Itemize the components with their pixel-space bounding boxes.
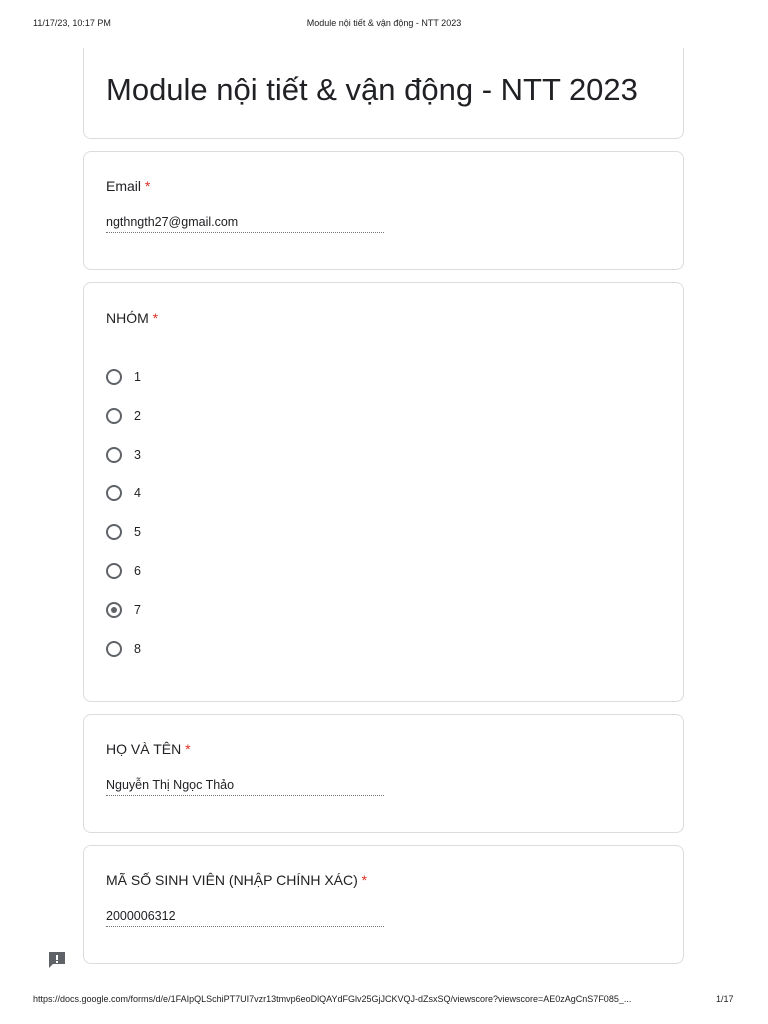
radio-unchecked-icon[interactable] [106, 524, 122, 540]
print-header [0, 18, 768, 32]
email-answer: ngthngth27@gmail.com [106, 215, 384, 233]
group-option-4[interactable] [106, 483, 141, 503]
print-url: https://docs.google.com/forms/d/e/1FAIpQLSchiPT7UI7vzr13tmvp6eoDlQAYdFGlv25GjJCKVQJ-dZsxSQ/viewscore?viewscore=AE0zAgCnS7F085_... [33, 994, 632, 1004]
group-option-label: 6 [134, 564, 141, 578]
required-mark: * [152, 310, 159, 326]
group-option-2[interactable] [106, 406, 141, 426]
group-option-label: 2 [134, 408, 141, 423]
report-feedback-icon[interactable] [47, 950, 67, 970]
email-label: Email [106, 178, 142, 194]
group-label: NHÓM [106, 310, 149, 326]
print-doc-title: Module nội tiết & vận động - NTT 2023 [306, 18, 462, 28]
fullname-label: HỌ VÀ TÊN [106, 741, 182, 757]
required-mark: * [144, 178, 151, 194]
group-question-title [106, 310, 158, 326]
group-option-label: 7 [134, 602, 141, 617]
group-option-label: 1 [134, 370, 141, 384]
group-option-label: 4 [134, 486, 141, 501]
required-mark: * [361, 872, 368, 888]
group-option-3[interactable] [106, 445, 141, 465]
student-id-answer: 2000006312 [106, 909, 384, 927]
print-page-number: 1/17 [716, 994, 734, 1004]
radio-unchecked-icon[interactable] [106, 408, 122, 424]
student-id-question-card [83, 845, 684, 964]
group-option-1[interactable] [106, 367, 141, 387]
radio-checked-icon[interactable] [106, 602, 122, 618]
group-option-6[interactable] [106, 561, 141, 581]
radio-unchecked-icon[interactable] [106, 369, 122, 385]
required-mark: * [185, 741, 191, 757]
group-option-8[interactable] [106, 639, 141, 659]
fullname-question-title [106, 741, 191, 757]
group-option-5[interactable] [106, 522, 141, 542]
fullname-answer: Nguyễn Thị Ngọc Thảo [106, 778, 384, 796]
group-option-label: 5 [134, 525, 141, 540]
radio-unchecked-icon[interactable] [106, 563, 122, 579]
student-id-label: MÃ SỐ SINH VIÊN (NHẬP CHÍNH XÁC) [106, 872, 358, 888]
fullname-question-card [83, 714, 684, 833]
email-question-title [106, 178, 150, 194]
group-option-label: 8 [134, 641, 141, 656]
radio-unchecked-icon[interactable] [106, 447, 122, 463]
print-datetime: 11/17/23, 10:17 PM [33, 18, 111, 28]
form-title: Module nội tiết & vận động - NTT 2023 [106, 72, 638, 107]
radio-unchecked-icon[interactable] [106, 641, 122, 657]
group-option-label: 3 [134, 447, 141, 462]
group-option-7[interactable] [106, 600, 141, 620]
radio-unchecked-icon[interactable] [106, 485, 122, 501]
student-id-question-title [106, 872, 367, 888]
form-title-card [83, 48, 684, 139]
group-question-card [83, 282, 684, 702]
email-question-card [83, 151, 684, 270]
